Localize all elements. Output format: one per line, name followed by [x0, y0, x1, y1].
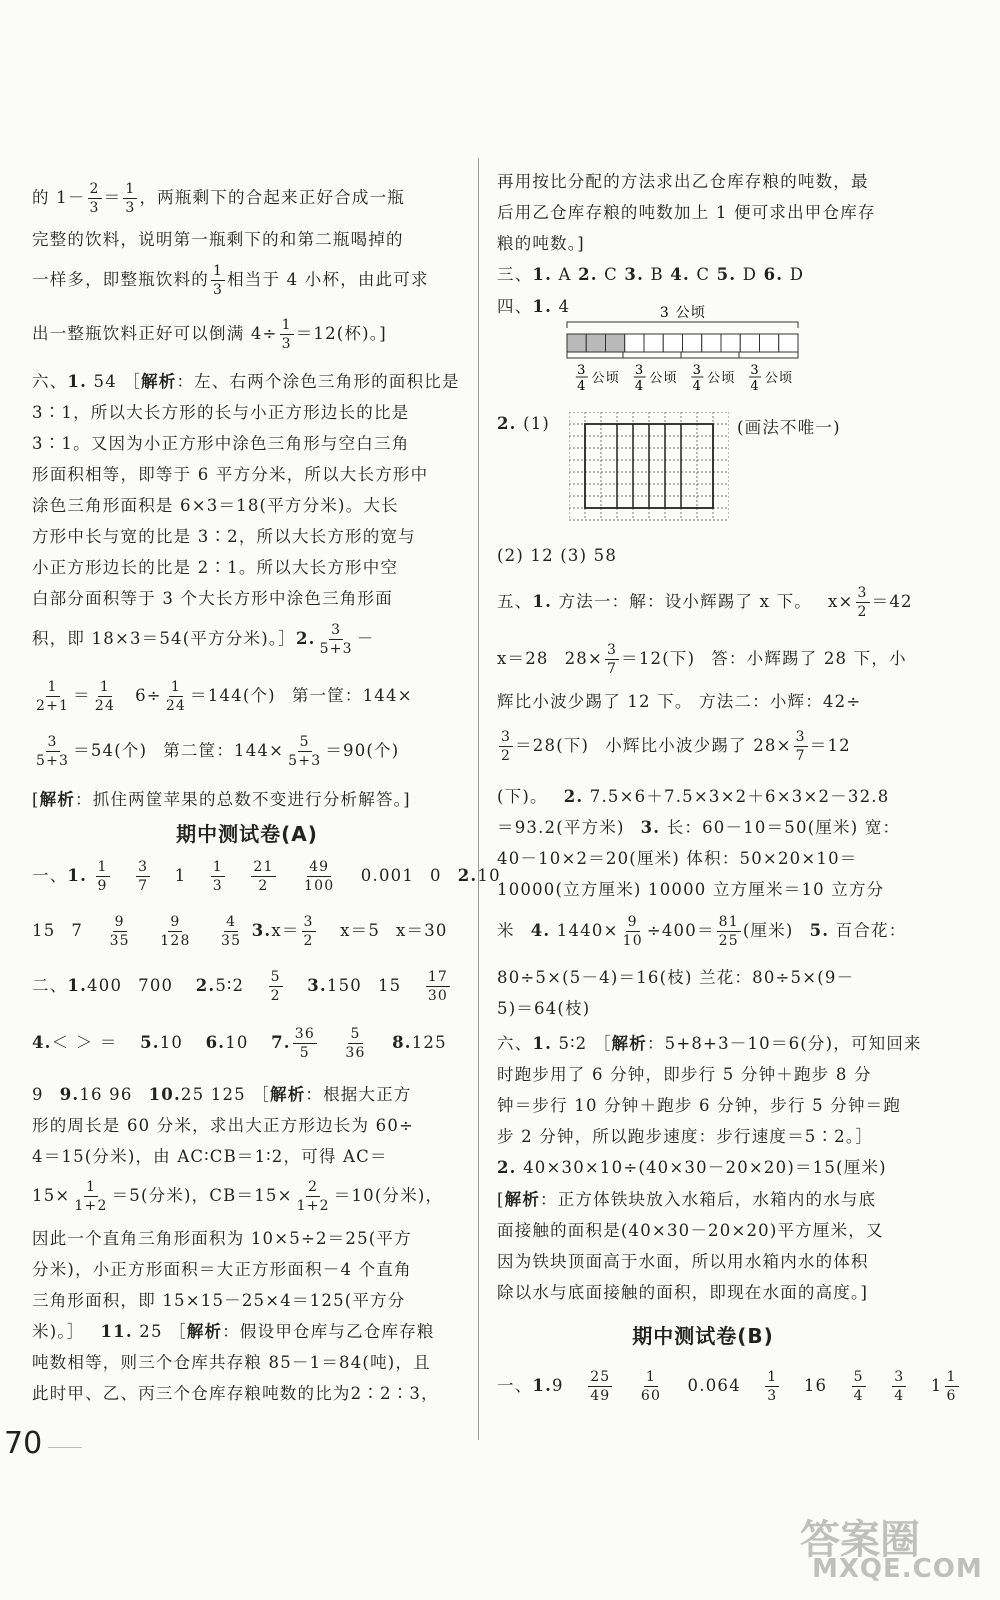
blank-cell — [683, 334, 702, 352]
text-line: 4＝15(分米)，由 AC∶CB＝1∶2，可得 AC＝ — [32, 1147, 388, 1166]
text-line: 再用按比分配的方法求出乙仓库存粮的吨数，最 — [497, 172, 869, 191]
text-line: $\frac{3}{5+3}$ ＝54(个) 第二筐：144× $\frac{5}{5+3}$ ＝90(个) — [36, 734, 400, 769]
text-line: ＝93.2(平方米) 3. 长：60－10＝50(厘米) 宽： — [497, 818, 901, 837]
watermark-url: MXQE.COM — [812, 1554, 983, 1584]
text-line: 3∶1，所以大长方形的长与小正方形边长的比是 — [32, 403, 410, 422]
text-line: 形面积相等，即等于 6 平方分米，所以大长方形中 — [32, 465, 429, 484]
text-line: 除以水与底面接触的面积，即现在水面的高度。] — [497, 1283, 869, 1302]
text-line: 米)。］ 11. 25 ［解析：假设甲仓库与乙仓库存粮 — [32, 1322, 435, 1341]
blank-cell — [702, 334, 721, 352]
text-line: 一、1.9 $\frac{25}{49}$ $\frac{1}{60}$ 0.064 $\frac{1}{3}$ 16 $\frac{5}{4}$ $\frac{3}{4}$ 1 $\frac{1}{6}$ — [497, 1369, 957, 1404]
blank-cell — [663, 334, 682, 352]
text-line: 白部分面积等于 3 个大长方形中涂色三角形面 — [32, 589, 393, 608]
text-line: 3∶1。又因为小正方形中涂色三角形与空白三角 — [32, 434, 410, 453]
blank-cell — [644, 334, 663, 352]
quarter-unit: 公顷 — [649, 371, 678, 386]
total-label: 3 公顷 — [659, 305, 707, 321]
quarter-denominator: 4 — [750, 379, 760, 394]
text-line: 时跑步用了 6 分钟，即步行 5 分钟＋跑步 8 分 — [497, 1065, 872, 1084]
blank-cell — [740, 334, 759, 352]
text-line: 小正方形边长的比是 2∶1。所以大长方形中空 — [32, 558, 399, 577]
text-line: 9 9.16 96 10.25 125 ［解析：根据大正方 — [32, 1085, 412, 1104]
quarter-denominator: 4 — [577, 379, 587, 394]
text-line: 三、1. A 2. C 3. B 4. C 5. D 6. D — [497, 265, 805, 284]
text-line: 钟＝步行 10 分钟＋跑步 6 分钟，步行 5 分钟＝跑 — [497, 1096, 902, 1115]
text-line: 15× $\frac{1}{1+2}$ ＝5(分米)，CB＝15× $\frac{2}{1+2}$ ＝10(分米)， — [32, 1179, 444, 1214]
text-line: 15 7 $\frac{9}{35}$ $\frac{9}{128}$ $\frac{4}{35}$ 3.x＝ $\frac{3}{2}$ x＝5 x＝30 — [32, 914, 448, 949]
text-line: 此时甲、乙、丙三个仓库存粮吨数的比为2∶2∶3， — [32, 1384, 439, 1403]
text-line: 40－10×2＝20(厘米) 体积：50×20×10＝ — [497, 849, 858, 868]
text-line: (2) 12 (3) 58 — [497, 546, 618, 565]
text-line: 的 1－ $\frac{2}{3}$ ＝ $\frac{1}{3}$ ，两瓶剩下的合起来正好合成一瓶 — [32, 181, 405, 216]
drawing-note: (画法不唯一) — [737, 418, 841, 437]
text-line: 六、1. 5∶2 ［解析：5+8+3－10＝6(分)，可知回来 — [497, 1034, 922, 1053]
quarter-labels — [576, 363, 793, 394]
text-line: (下)。 2. 7.5×6＋7.5×3×2＋6×3×2－32.8 — [497, 787, 890, 806]
text-line: 完整的饮料，说明第一瓶剩下的和第二瓶喝掉的 — [32, 230, 404, 249]
blank-cell — [721, 334, 740, 352]
text-line: 二、1.400 700 2.5∶2 $\frac{5}{2}$ 3.150 15 $\frac{17}{30}$ — [32, 969, 449, 1004]
text-line: 三角形面积，即 15×15－25×4＝125(平方分 — [32, 1291, 406, 1310]
text-line: 因此一个直角三角形面积为 10×5÷2＝25(平方 — [32, 1229, 412, 1248]
quarter-denominator: 4 — [692, 379, 703, 394]
watermark-logo: 答案圈 — [800, 1517, 920, 1563]
text-line: 四、1. 4 — [497, 297, 571, 316]
shaded-cell — [606, 334, 625, 352]
blank-cell — [760, 334, 779, 352]
text-line: 2. (1) — [497, 414, 551, 433]
quarter-numerator: 3 — [577, 363, 587, 378]
text-line: 米 4. 1440× $\frac{9}{10}$ ÷400＝ $\frac{81}{25}$ (厘米) 5. 百合花： — [497, 914, 907, 949]
text-line: 步 2 分钟，所以跑步速度：步行速度＝5∶2。］ — [497, 1127, 874, 1146]
text-line: 因为铁块顶面高于水面，所以用水箱内水的体积 — [497, 1252, 869, 1271]
quarter-unit: 公顷 — [707, 371, 736, 386]
text-line: [解析：抓住两筐苹果的总数不变进行分析解答。] — [32, 790, 411, 809]
quarter-unit: 公顷 — [764, 371, 794, 386]
text-line: x＝28 28× $\frac{3}{7}$ ＝12(下) 答：小辉踢了 28 下，小 — [497, 642, 907, 677]
quarter-numerator: 3 — [634, 363, 645, 378]
section-title-b: 期中测试卷(B) — [632, 1324, 774, 1348]
text-line: 五、1. 方法一：解：设小辉踢了 x 下。 x× $\frac{3}{2}$ ＝42 — [497, 585, 913, 620]
shaded-cell — [567, 334, 586, 352]
quarter-numerator: 3 — [692, 363, 703, 378]
text-line: 方形中长与宽的比是 3∶2，所以大长方形的宽与 — [32, 527, 416, 546]
text-line: 2. 40×30×10÷(40×30－20×20)＝15(厘米) — [497, 1158, 887, 1177]
text-line: 粮的吨数。] — [497, 234, 585, 253]
text-line: 一、1. $\frac{1}{9}$ $\frac{3}{7}$ 1 $\frac{1}{3}$ $\frac{21}{2}$ $\frac{49}{100}$ 0.001 0 2.10 — [32, 859, 501, 894]
text-line: 吨数相等，则三个仓库共存粮 85－1＝84(吨)，且 — [32, 1353, 431, 1372]
quarter-numerator: 3 — [750, 363, 760, 378]
text-line: 4.＜ ＞ ＝ 5.10 6.10 7. $\frac{36}{5}$ $\frac{5}{36}$ 8.125 — [32, 1026, 447, 1061]
shaded-cell — [586, 334, 605, 352]
quarter-denominator: 4 — [634, 379, 645, 394]
text-line: [解析：正方体铁块放入水箱后，水箱内的水与底 — [497, 1190, 877, 1209]
text-line: 80÷5×(5－4)＝16(枝) 兰花：80÷5×(9－ — [497, 968, 855, 987]
text-line: 10000(立方厘米) 10000 立方厘米＝10 立方分 — [497, 880, 885, 899]
total-brace — [567, 322, 798, 328]
quarter-braces — [567, 352, 798, 358]
page-number: 70 — [4, 1426, 43, 1461]
text-line: 分米)，小正方形面积＝大正方形面积－4 个直角 — [32, 1260, 412, 1279]
text-line: 面接触的面积是(40×30－20×20)平方厘米，又 — [497, 1221, 884, 1240]
blank-cell — [625, 334, 644, 352]
hectare-bar-diagram — [563, 304, 813, 396]
column-divider — [478, 158, 479, 1440]
text-line: $\frac{1}{2+1}$ ＝ $\frac{1}{24}$ 6÷ $\frac{1}{24}$ ＝144(个) 第一筐：144× — [36, 679, 413, 714]
quarter-unit: 公顷 — [591, 371, 621, 386]
page-number-rule — [48, 1447, 82, 1448]
blank-cell — [779, 334, 798, 352]
text-line: 积，即 18×3＝54(平方分米)。］2. $\frac{3}{5+3}$ － — [32, 622, 375, 657]
text-line: 一样多，即整瓶饮料的 $\frac{1}{3}$ 相当于 4 小杯，由此可求 — [32, 263, 429, 298]
text-line: 5)＝64(枝) — [497, 999, 591, 1018]
text-line: 形的周长是 60 分米，求出大正方形边长为 60÷ — [32, 1116, 415, 1135]
text-line: 涂色三角形面积是 6×3＝18(平方分米)。大长 — [32, 496, 399, 515]
text-line: $\frac{3}{2}$ ＝28(下) 小辉比小波少踢了 28× $\frac{3}{7}$ ＝12 — [501, 729, 851, 764]
text-line: 辉比小波少踢了 12 下。 方法二：小辉：42÷ — [497, 692, 862, 711]
text-line: 六、1. 54 ［解析：左、右两个涂色三角形的面积比是 — [32, 372, 460, 391]
bar-cells — [567, 334, 798, 352]
grid-diagram — [569, 412, 729, 528]
section-title-a: 期中测试卷(A) — [176, 822, 318, 846]
text-line: 后用乙仓库存粮的吨数加上 1 便可求出甲仓库存 — [497, 203, 876, 222]
text-line: 出一整瓶饮料正好可以倒满 4÷ $\frac{1}{3}$ ＝12(杯)。] — [32, 317, 387, 352]
